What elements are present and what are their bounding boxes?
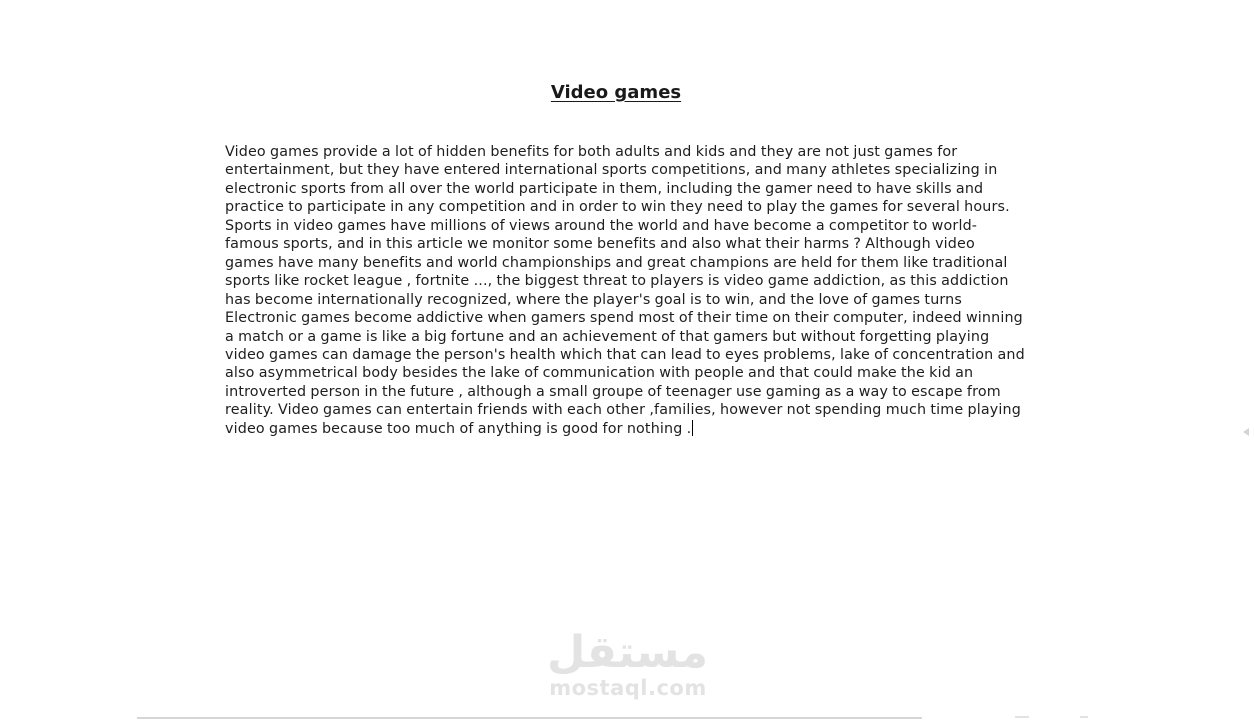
page-bottom-mark [1015, 716, 1029, 718]
text-caret [692, 420, 693, 436]
mostaql-watermark [547, 627, 708, 700]
document-body[interactable] [225, 143, 1025, 438]
watermark-arabic: مستقل [547, 627, 708, 678]
page-bottom-mark [1080, 716, 1088, 718]
document-body-text: Video games provide a lot of hidden benefits for both adults and kids and they are not just games for entertainment, but they have entered international sports competitions, and many athletes specializing in electronic sports from all over the world participate in them, including the gamer need to have skills and practice to participate in any competition and in order to win they need to play the games for several hours. Sports in video games have millions of views around the world and have become a competitor to world-famous sports, and in this article we monitor some benefits and also what their harms ? Although video games have many benefits and world championships and great champions are held for them like traditional sports like rocket league , fortnite ..., the biggest threat to players is video game addiction, as this addiction has become internationally recognized, where the player's goal is to win, and the love of games turns Electronic games become addictive when gamers spend most of their time on their computer, indeed winning a match or a game is like a big fortune and an achievement of that gamers but without forgetting playing video games can damage the person's health which that can lead to eyes problems, lake of concentration and also asymmetrical body besides the lake of communication with people and that could make the kid an introverted person in the future , although a small groupe of teenager use gaming as a way to escape from reality. Video games can entertain friends with each other ,families, however not spending much time playing video games because too much of anything is good for nothing . [225, 144, 1025, 437]
document-title: Video games [550, 82, 682, 103]
scroll-arrow-icon [1243, 428, 1249, 436]
watermark-latin: mostaql.com [549, 676, 707, 700]
page-bottom-divider [137, 717, 922, 719]
